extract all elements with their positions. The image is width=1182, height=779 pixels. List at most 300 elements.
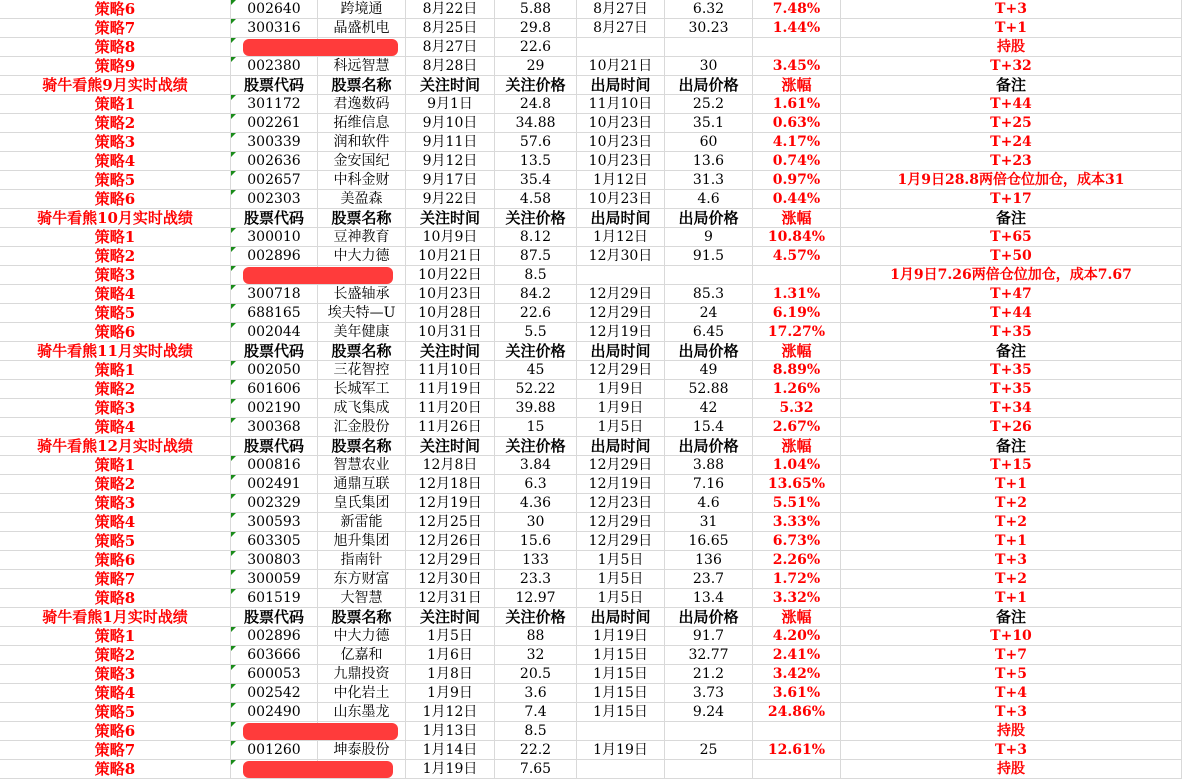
exit-date-cell[interactable]: 1月9日 [577, 380, 665, 399]
exit-date-cell[interactable]: 10月23日 [577, 152, 665, 171]
exit-price-cell[interactable]: 24 [665, 304, 753, 323]
watch-date-cell[interactable]: 10月21日 [406, 247, 495, 266]
strategy-cell[interactable]: 策略9 [0, 57, 231, 76]
strategy-cell[interactable]: 策略5 [0, 304, 231, 323]
exit-date-cell[interactable]: 12月29日 [577, 285, 665, 304]
note-cell[interactable]: 持股 [841, 38, 1182, 57]
stock-code-cell[interactable]: 002050 [231, 361, 318, 380]
note-cell[interactable]: T+2 [841, 513, 1182, 532]
exit-price-cell[interactable]: 出局价格 [665, 608, 753, 627]
note-cell[interactable]: 持股 [841, 760, 1182, 779]
stock-code-cell[interactable]: 601606 [231, 380, 318, 399]
note-cell[interactable]: T+2 [841, 494, 1182, 513]
stock-code-cell[interactable]: 股票代码 [231, 437, 318, 456]
stock-name-cell[interactable]: 亿嘉和 [318, 646, 406, 665]
exit-date-cell[interactable]: 出局时间 [577, 342, 665, 361]
exit-date-cell[interactable]: 10月21日 [577, 57, 665, 76]
stock-code-cell[interactable]: 002636 [231, 152, 318, 171]
watch-date-cell[interactable]: 10月31日 [406, 323, 495, 342]
exit-price-cell[interactable]: 52.88 [665, 380, 753, 399]
exit-price-cell[interactable]: 15.4 [665, 418, 753, 437]
gain-cell[interactable]: 4.20% [753, 627, 841, 646]
strategy-cell[interactable]: 策略5 [0, 703, 231, 722]
exit-date-cell[interactable]: 1月19日 [577, 741, 665, 760]
exit-date-cell[interactable]: 出局时间 [577, 76, 665, 95]
watch-price-cell[interactable]: 关注价格 [495, 342, 577, 361]
watch-date-cell[interactable]: 12月18日 [406, 475, 495, 494]
gain-cell[interactable]: 0.44% [753, 190, 841, 209]
stock-code-cell[interactable]: 股票代码 [231, 608, 318, 627]
gain-cell[interactable]: 0.63% [753, 114, 841, 133]
exit-date-cell[interactable]: 8月27日 [577, 19, 665, 38]
watch-date-cell[interactable]: 1月9日 [406, 684, 495, 703]
watch-price-cell[interactable]: 8.5 [495, 266, 577, 285]
stock-name-cell[interactable]: 美盈森 [318, 190, 406, 209]
stock-code-cell[interactable]: 002261 [231, 114, 318, 133]
strategy-cell[interactable]: 骑牛看熊10月实时战绩 [0, 209, 231, 228]
note-cell[interactable]: T+35 [841, 380, 1182, 399]
note-cell[interactable]: T+50 [841, 247, 1182, 266]
watch-date-cell[interactable]: 11月20日 [406, 399, 495, 418]
watch-price-cell[interactable]: 20.5 [495, 665, 577, 684]
stock-code-cell[interactable]: 300368 [231, 418, 318, 437]
watch-price-cell[interactable]: 39.88 [495, 399, 577, 418]
watch-date-cell[interactable]: 关注时间 [406, 608, 495, 627]
exit-date-cell[interactable]: 1月15日 [577, 684, 665, 703]
strategy-cell[interactable]: 策略4 [0, 513, 231, 532]
gain-cell[interactable]: 4.17% [753, 133, 841, 152]
watch-price-cell[interactable]: 45 [495, 361, 577, 380]
stock-code-cell[interactable]: 001260 [231, 741, 318, 760]
stock-code-cell[interactable]: 002190 [231, 399, 318, 418]
watch-date-cell[interactable]: 8月25日 [406, 19, 495, 38]
watch-date-cell[interactable]: 关注时间 [406, 209, 495, 228]
gain-cell[interactable]: 12.61% [753, 741, 841, 760]
stock-name-cell[interactable]: 科远智慧 [318, 57, 406, 76]
exit-date-cell[interactable]: 出局时间 [577, 608, 665, 627]
exit-price-cell[interactable]: 21.2 [665, 665, 753, 684]
exit-price-cell[interactable]: 31.3 [665, 171, 753, 190]
stock-code-cell[interactable]: 600053 [231, 665, 318, 684]
note-cell[interactable]: 1月9日7.26两倍仓位加仓，成本7.67 [841, 266, 1182, 285]
note-cell[interactable]: 1月9日28.8两倍仓位加仓，成本31 [841, 171, 1182, 190]
strategy-cell[interactable]: 策略5 [0, 171, 231, 190]
stock-name-cell[interactable]: 埃夫特—U [318, 304, 406, 323]
note-cell[interactable]: 备注 [841, 209, 1182, 228]
gain-cell[interactable]: 1.61% [753, 95, 841, 114]
stock-code-cell[interactable]: 002303 [231, 190, 318, 209]
watch-date-cell[interactable]: 1月19日 [406, 760, 495, 779]
gain-cell[interactable]: 3.61% [753, 684, 841, 703]
watch-price-cell[interactable]: 29 [495, 57, 577, 76]
stock-name-cell[interactable]: 汇金股份 [318, 418, 406, 437]
exit-date-cell[interactable]: 12月29日 [577, 456, 665, 475]
watch-date-cell[interactable]: 1月8日 [406, 665, 495, 684]
stock-name-cell[interactable]: 长盛轴承 [318, 285, 406, 304]
exit-date-cell[interactable]: 出局时间 [577, 437, 665, 456]
watch-date-cell[interactable]: 11月19日 [406, 380, 495, 399]
stock-code-cell[interactable] [231, 266, 318, 285]
gain-cell[interactable]: 2.26% [753, 551, 841, 570]
exit-date-cell[interactable]: 1月15日 [577, 646, 665, 665]
note-cell[interactable]: T+3 [841, 0, 1182, 19]
strategy-cell[interactable]: 策略8 [0, 589, 231, 608]
exit-date-cell[interactable] [577, 266, 665, 285]
note-cell[interactable]: T+25 [841, 114, 1182, 133]
watch-price-cell[interactable]: 15.6 [495, 532, 577, 551]
strategy-cell[interactable]: 策略1 [0, 228, 231, 247]
watch-price-cell[interactable]: 88 [495, 627, 577, 646]
watch-price-cell[interactable]: 22.6 [495, 304, 577, 323]
exit-date-cell[interactable] [577, 38, 665, 57]
stock-name-cell[interactable]: 成飞集成 [318, 399, 406, 418]
note-cell[interactable]: T+65 [841, 228, 1182, 247]
gain-cell[interactable]: 13.65% [753, 475, 841, 494]
watch-date-cell[interactable]: 10月23日 [406, 285, 495, 304]
stock-name-cell[interactable]: 中大力德 [318, 627, 406, 646]
strategy-cell[interactable]: 策略1 [0, 95, 231, 114]
watch-date-cell[interactable]: 9月22日 [406, 190, 495, 209]
watch-date-cell[interactable]: 10月9日 [406, 228, 495, 247]
watch-date-cell[interactable]: 9月1日 [406, 95, 495, 114]
stock-code-cell[interactable]: 300316 [231, 19, 318, 38]
stock-name-cell[interactable]: 金安国纪 [318, 152, 406, 171]
stock-name-cell[interactable]: 君逸数码 [318, 95, 406, 114]
strategy-cell[interactable]: 策略6 [0, 190, 231, 209]
stock-name-cell[interactable]: 中科金财 [318, 171, 406, 190]
watch-date-cell[interactable]: 8月27日 [406, 38, 495, 57]
stock-code-cell[interactable]: 000816 [231, 456, 318, 475]
note-cell[interactable]: T+44 [841, 95, 1182, 114]
note-cell[interactable]: 备注 [841, 76, 1182, 95]
stock-code-cell[interactable]: 002329 [231, 494, 318, 513]
strategy-cell[interactable]: 策略2 [0, 646, 231, 665]
exit-price-cell[interactable]: 49 [665, 361, 753, 380]
note-cell[interactable]: T+1 [841, 589, 1182, 608]
watch-price-cell[interactable]: 84.2 [495, 285, 577, 304]
gain-cell[interactable]: 涨幅 [753, 342, 841, 361]
exit-price-cell[interactable]: 30.23 [665, 19, 753, 38]
exit-price-cell[interactable]: 91.5 [665, 247, 753, 266]
strategy-cell[interactable]: 策略3 [0, 665, 231, 684]
gain-cell[interactable]: 3.45% [753, 57, 841, 76]
stock-name-cell[interactable]: 指南针 [318, 551, 406, 570]
note-cell[interactable]: T+3 [841, 741, 1182, 760]
gain-cell[interactable]: 24.86% [753, 703, 841, 722]
stock-code-cell[interactable]: 300059 [231, 570, 318, 589]
watch-price-cell[interactable]: 关注价格 [495, 437, 577, 456]
exit-date-cell[interactable]: 10月23日 [577, 190, 665, 209]
watch-date-cell[interactable]: 12月26日 [406, 532, 495, 551]
strategy-cell[interactable]: 策略1 [0, 361, 231, 380]
exit-price-cell[interactable]: 91.7 [665, 627, 753, 646]
watch-date-cell[interactable]: 11月26日 [406, 418, 495, 437]
gain-cell[interactable]: 6.73% [753, 532, 841, 551]
note-cell[interactable]: T+3 [841, 703, 1182, 722]
exit-date-cell[interactable]: 1月19日 [577, 627, 665, 646]
exit-price-cell[interactable]: 9.24 [665, 703, 753, 722]
gain-cell[interactable]: 2.67% [753, 418, 841, 437]
watch-price-cell[interactable]: 30 [495, 513, 577, 532]
stock-code-cell[interactable]: 002491 [231, 475, 318, 494]
note-cell[interactable]: T+34 [841, 399, 1182, 418]
exit-price-cell[interactable]: 出局价格 [665, 342, 753, 361]
watch-date-cell[interactable]: 1月6日 [406, 646, 495, 665]
exit-price-cell[interactable]: 出局价格 [665, 437, 753, 456]
watch-price-cell[interactable]: 29.8 [495, 19, 577, 38]
note-cell[interactable]: T+44 [841, 304, 1182, 323]
stock-code-cell[interactable]: 002044 [231, 323, 318, 342]
watch-price-cell[interactable]: 5.88 [495, 0, 577, 19]
stock-name-cell[interactable]: 大智慧 [318, 589, 406, 608]
stock-name-cell[interactable]: 九鼎投资 [318, 665, 406, 684]
stock-name-cell[interactable]: 跨境通 [318, 0, 406, 19]
watch-date-cell[interactable]: 关注时间 [406, 76, 495, 95]
stock-name-cell[interactable]: 中大力德 [318, 247, 406, 266]
watch-price-cell[interactable]: 8.12 [495, 228, 577, 247]
strategy-cell[interactable]: 策略4 [0, 285, 231, 304]
gain-cell[interactable]: 涨幅 [753, 76, 841, 95]
stock-code-cell[interactable]: 股票代码 [231, 342, 318, 361]
stock-code-cell[interactable] [231, 722, 318, 741]
gain-cell[interactable]: 2.41% [753, 646, 841, 665]
stock-code-cell[interactable] [231, 38, 318, 57]
stock-name-cell[interactable]: 皇氏集团 [318, 494, 406, 513]
watch-date-cell[interactable]: 关注时间 [406, 342, 495, 361]
exit-price-cell[interactable]: 7.16 [665, 475, 753, 494]
stock-name-cell[interactable]: 润和软件 [318, 133, 406, 152]
stock-name-cell[interactable]: 晶盛机电 [318, 19, 406, 38]
exit-date-cell[interactable]: 8月27日 [577, 0, 665, 19]
watch-price-cell[interactable]: 23.3 [495, 570, 577, 589]
strategy-cell[interactable]: 策略2 [0, 247, 231, 266]
watch-date-cell[interactable]: 1月13日 [406, 722, 495, 741]
watch-price-cell[interactable]: 7.65 [495, 760, 577, 779]
exit-date-cell[interactable]: 12月19日 [577, 323, 665, 342]
exit-price-cell[interactable]: 60 [665, 133, 753, 152]
gain-cell[interactable]: 6.19% [753, 304, 841, 323]
strategy-cell[interactable]: 策略3 [0, 133, 231, 152]
stock-name-cell[interactable]: 拓维信息 [318, 114, 406, 133]
gain-cell[interactable]: 1.31% [753, 285, 841, 304]
stock-name-cell[interactable]: 长城军工 [318, 380, 406, 399]
exit-date-cell[interactable]: 1月5日 [577, 570, 665, 589]
watch-price-cell[interactable]: 15 [495, 418, 577, 437]
watch-date-cell[interactable]: 9月10日 [406, 114, 495, 133]
exit-price-cell[interactable]: 42 [665, 399, 753, 418]
watch-price-cell[interactable]: 13.5 [495, 152, 577, 171]
exit-price-cell[interactable]: 35.1 [665, 114, 753, 133]
stock-code-cell[interactable]: 002896 [231, 627, 318, 646]
exit-price-cell[interactable]: 出局价格 [665, 76, 753, 95]
stock-code-cell[interactable]: 002542 [231, 684, 318, 703]
stock-code-cell[interactable]: 300010 [231, 228, 318, 247]
gain-cell[interactable]: 1.44% [753, 19, 841, 38]
stock-code-cell[interactable]: 002657 [231, 171, 318, 190]
stock-name-cell[interactable]: 股票名称 [318, 608, 406, 627]
watch-price-cell[interactable]: 7.4 [495, 703, 577, 722]
gain-cell[interactable]: 0.97% [753, 171, 841, 190]
exit-date-cell[interactable]: 1月12日 [577, 171, 665, 190]
strategy-cell[interactable]: 策略6 [0, 551, 231, 570]
stock-code-cell[interactable]: 002640 [231, 0, 318, 19]
stock-name-cell[interactable]: 中化岩土 [318, 684, 406, 703]
gain-cell[interactable] [753, 266, 841, 285]
stock-name-cell[interactable]: 股票名称 [318, 209, 406, 228]
stock-name-cell[interactable]: 新雷能 [318, 513, 406, 532]
exit-price-cell[interactable]: 32.77 [665, 646, 753, 665]
watch-price-cell[interactable]: 关注价格 [495, 608, 577, 627]
exit-date-cell[interactable]: 1月5日 [577, 551, 665, 570]
exit-price-cell[interactable]: 4.6 [665, 494, 753, 513]
stock-name-cell[interactable]: 旭升集团 [318, 532, 406, 551]
watch-date-cell[interactable]: 11月10日 [406, 361, 495, 380]
exit-date-cell[interactable] [577, 760, 665, 779]
watch-price-cell[interactable]: 34.88 [495, 114, 577, 133]
watch-price-cell[interactable]: 4.36 [495, 494, 577, 513]
exit-date-cell[interactable]: 1月15日 [577, 665, 665, 684]
watch-price-cell[interactable]: 6.3 [495, 475, 577, 494]
strategy-cell[interactable]: 策略4 [0, 418, 231, 437]
exit-price-cell[interactable] [665, 722, 753, 741]
exit-price-cell[interactable]: 85.3 [665, 285, 753, 304]
watch-price-cell[interactable]: 35.4 [495, 171, 577, 190]
watch-date-cell[interactable]: 10月28日 [406, 304, 495, 323]
watch-price-cell[interactable]: 5.5 [495, 323, 577, 342]
stock-name-cell[interactable]: 美年健康 [318, 323, 406, 342]
stock-name-cell[interactable]: 股票名称 [318, 76, 406, 95]
exit-date-cell[interactable]: 1月5日 [577, 418, 665, 437]
note-cell[interactable]: T+26 [841, 418, 1182, 437]
stock-name-cell[interactable]: 豆神教育 [318, 228, 406, 247]
note-cell[interactable]: T+3 [841, 551, 1182, 570]
exit-price-cell[interactable]: 23.7 [665, 570, 753, 589]
stock-code-cell[interactable]: 688165 [231, 304, 318, 323]
watch-date-cell[interactable]: 8月22日 [406, 0, 495, 19]
note-cell[interactable]: T+35 [841, 361, 1182, 380]
watch-date-cell[interactable]: 1月12日 [406, 703, 495, 722]
gain-cell[interactable]: 8.89% [753, 361, 841, 380]
exit-price-cell[interactable]: 3.88 [665, 456, 753, 475]
exit-price-cell[interactable]: 25.2 [665, 95, 753, 114]
stock-code-cell[interactable]: 300718 [231, 285, 318, 304]
strategy-cell[interactable]: 策略2 [0, 380, 231, 399]
watch-price-cell[interactable]: 关注价格 [495, 76, 577, 95]
exit-price-cell[interactable]: 30 [665, 57, 753, 76]
stock-code-cell[interactable]: 601519 [231, 589, 318, 608]
strategy-cell[interactable]: 策略4 [0, 684, 231, 703]
exit-date-cell[interactable]: 12月30日 [577, 247, 665, 266]
note-cell[interactable]: 备注 [841, 437, 1182, 456]
note-cell[interactable]: 备注 [841, 342, 1182, 361]
note-cell[interactable]: T+4 [841, 684, 1182, 703]
gain-cell[interactable] [753, 722, 841, 741]
stock-code-cell[interactable]: 300593 [231, 513, 318, 532]
exit-date-cell[interactable]: 12月29日 [577, 361, 665, 380]
watch-price-cell[interactable]: 24.8 [495, 95, 577, 114]
exit-price-cell[interactable]: 9 [665, 228, 753, 247]
strategy-cell[interactable]: 策略7 [0, 741, 231, 760]
note-cell[interactable]: 持股 [841, 722, 1182, 741]
exit-price-cell[interactable]: 6.32 [665, 0, 753, 19]
note-cell[interactable]: T+23 [841, 152, 1182, 171]
note-cell[interactable]: T+24 [841, 133, 1182, 152]
exit-date-cell[interactable]: 12月23日 [577, 494, 665, 513]
gain-cell[interactable]: 10.84% [753, 228, 841, 247]
strategy-cell[interactable]: 骑牛看熊12月实时战绩 [0, 437, 231, 456]
stock-name-cell[interactable]: 通鼎互联 [318, 475, 406, 494]
watch-date-cell[interactable]: 关注时间 [406, 437, 495, 456]
exit-price-cell[interactable]: 25 [665, 741, 753, 760]
watch-date-cell[interactable]: 8月28日 [406, 57, 495, 76]
exit-date-cell[interactable]: 1月5日 [577, 589, 665, 608]
watch-price-cell[interactable]: 57.6 [495, 133, 577, 152]
gain-cell[interactable] [753, 760, 841, 779]
exit-date-cell[interactable] [577, 722, 665, 741]
strategy-cell[interactable]: 策略5 [0, 532, 231, 551]
watch-price-cell[interactable]: 32 [495, 646, 577, 665]
stock-name-cell[interactable]: 东方财富 [318, 570, 406, 589]
strategy-cell[interactable]: 策略3 [0, 399, 231, 418]
stock-name-cell[interactable]: 山东墨龙 [318, 703, 406, 722]
strategy-cell[interactable]: 策略6 [0, 722, 231, 741]
watch-price-cell[interactable]: 87.5 [495, 247, 577, 266]
watch-date-cell[interactable]: 1月14日 [406, 741, 495, 760]
watch-date-cell[interactable]: 12月31日 [406, 589, 495, 608]
watch-date-cell[interactable]: 9月17日 [406, 171, 495, 190]
note-cell[interactable]: T+47 [841, 285, 1182, 304]
stock-name-cell[interactable]: 三花智控 [318, 361, 406, 380]
strategy-cell[interactable]: 骑牛看熊1月实时战绩 [0, 608, 231, 627]
watch-date-cell[interactable]: 12月8日 [406, 456, 495, 475]
watch-price-cell[interactable]: 8.5 [495, 722, 577, 741]
gain-cell[interactable]: 3.33% [753, 513, 841, 532]
gain-cell[interactable]: 7.48% [753, 0, 841, 19]
watch-date-cell[interactable]: 12月19日 [406, 494, 495, 513]
stock-name-cell[interactable]: 坤泰股份 [318, 741, 406, 760]
stock-code-cell[interactable]: 002896 [231, 247, 318, 266]
stock-code-cell[interactable]: 股票代码 [231, 76, 318, 95]
strategy-cell[interactable]: 骑牛看熊11月实时战绩 [0, 342, 231, 361]
gain-cell[interactable] [753, 38, 841, 57]
strategy-cell[interactable]: 策略3 [0, 266, 231, 285]
stock-code-cell[interactable]: 603305 [231, 532, 318, 551]
note-cell[interactable]: T+35 [841, 323, 1182, 342]
stock-code-cell[interactable]: 301172 [231, 95, 318, 114]
stock-code-cell[interactable]: 股票代码 [231, 209, 318, 228]
note-cell[interactable]: T+10 [841, 627, 1182, 646]
note-cell[interactable]: T+1 [841, 19, 1182, 38]
gain-cell[interactable]: 17.27% [753, 323, 841, 342]
exit-date-cell[interactable]: 12月29日 [577, 532, 665, 551]
gain-cell[interactable]: 5.51% [753, 494, 841, 513]
exit-price-cell[interactable]: 出局价格 [665, 209, 753, 228]
strategy-cell[interactable]: 策略7 [0, 570, 231, 589]
strategy-cell[interactable]: 策略6 [0, 323, 231, 342]
strategy-cell[interactable]: 策略2 [0, 114, 231, 133]
watch-date-cell[interactable]: 12月29日 [406, 551, 495, 570]
gain-cell[interactable]: 0.74% [753, 152, 841, 171]
watch-date-cell[interactable]: 9月12日 [406, 152, 495, 171]
note-cell[interactable]: T+1 [841, 532, 1182, 551]
note-cell[interactable]: T+15 [841, 456, 1182, 475]
gain-cell[interactable]: 3.32% [753, 589, 841, 608]
watch-date-cell[interactable]: 10月22日 [406, 266, 495, 285]
watch-price-cell[interactable]: 4.58 [495, 190, 577, 209]
exit-date-cell[interactable]: 1月12日 [577, 228, 665, 247]
exit-price-cell[interactable]: 31 [665, 513, 753, 532]
watch-date-cell[interactable]: 12月25日 [406, 513, 495, 532]
